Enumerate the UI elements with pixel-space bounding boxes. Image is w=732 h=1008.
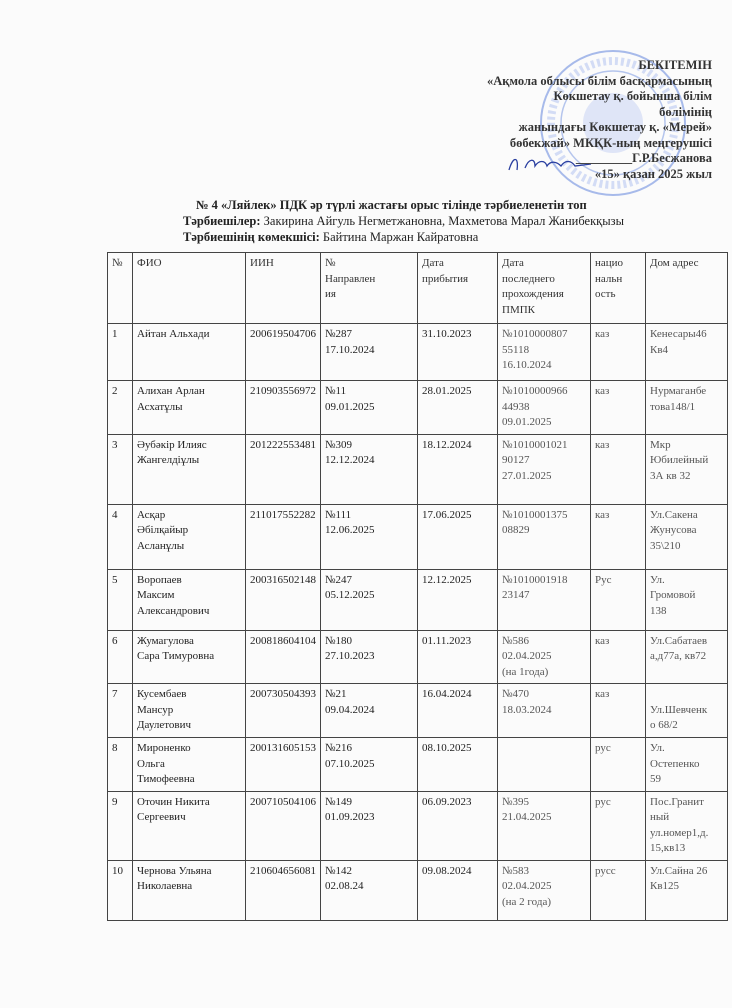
table-row [108, 630, 728, 684]
cell-fio: Мироненко Ольга Тимофеевна [133, 738, 246, 792]
assistant-name: Байтина Маржан Кайратовна [322, 230, 479, 244]
cell-arrival-date: 18.12.2024 [418, 434, 498, 504]
cell-iin: 200710504106 [246, 791, 321, 860]
cell-referral: №287 17.10.2024 [321, 324, 418, 381]
cell-iin: 200131605153 [246, 738, 321, 792]
cell-fio: Оточин Никита Сергеевич [133, 791, 246, 860]
cell-arrival-date: 06.09.2023 [418, 791, 498, 860]
cell-iin: 211017552282 [246, 504, 321, 569]
cell-number: 5 [108, 569, 133, 630]
cell-pmpk: №1010000966 44938 09.01.2025 [498, 381, 591, 435]
cell-referral: №11 09.01.2025 [321, 381, 418, 435]
approval-block [382, 58, 712, 182]
approval-line: жанындағы Көкшетау қ. «Мерей» [518, 120, 712, 134]
approval-signer: _________Г.Р.Бесжанова [575, 151, 712, 165]
cell-address: Мкр Юбилейный 3А кв 32 [646, 434, 728, 504]
teachers-line [183, 214, 624, 229]
cell-iin: 210604656081 [246, 860, 321, 920]
table-row [108, 434, 728, 504]
cell-arrival-date: 16.04.2024 [418, 684, 498, 738]
cell-fio: Чернова Ульяна Николаевна [133, 860, 246, 920]
table-row [108, 569, 728, 630]
table-row [108, 381, 728, 435]
assistant-line [183, 230, 478, 245]
cell-number: 8 [108, 738, 133, 792]
cell-pmpk: №1010001375 08829 [498, 504, 591, 569]
cell-number: 6 [108, 630, 133, 684]
cell-iin: 200619504706 [246, 324, 321, 381]
group-title: № 4 «Ляйлек» ПДК әр түрлі жастағы орыс тілінде тәрбиеленетін топ [196, 198, 587, 212]
cell-nationality: каз [591, 434, 646, 504]
table-row [108, 324, 728, 381]
cell-referral: №149 01.09.2023 [321, 791, 418, 860]
cell-pmpk [498, 738, 591, 792]
cell-nationality: каз [591, 630, 646, 684]
cell-iin: 210903556972 [246, 381, 321, 435]
cell-arrival-date: 12.12.2025 [418, 569, 498, 630]
cell-iin: 200818604104 [246, 630, 321, 684]
header-referral: № Направлен ия [321, 253, 418, 324]
cell-referral: №111 12.06.2025 [321, 504, 418, 569]
cell-number: 9 [108, 791, 133, 860]
cell-iin: 201222553481 [246, 434, 321, 504]
children-table [107, 252, 728, 921]
cell-arrival-date: 17.06.2025 [418, 504, 498, 569]
cell-arrival-date: 08.10.2025 [418, 738, 498, 792]
cell-referral: №142 02.08.24 [321, 860, 418, 920]
cell-nationality: рус [591, 791, 646, 860]
header-fio: ФИО [133, 253, 246, 324]
table-row [108, 504, 728, 569]
cell-iin: 200316502148 [246, 569, 321, 630]
cell-arrival-date: 09.08.2024 [418, 860, 498, 920]
cell-address: Ул. Громовой 138 [646, 569, 728, 630]
cell-nationality: рус [591, 738, 646, 792]
cell-pmpk: №395 21.04.2025 [498, 791, 591, 860]
table-row [108, 860, 728, 920]
cell-address: Нурмаганбе това148/1 [646, 381, 728, 435]
cell-fio: Кусембаев Мансур Даулетович [133, 684, 246, 738]
cell-address: Ул.Шевченк о 68/2 [646, 684, 728, 738]
cell-number: 7 [108, 684, 133, 738]
cell-address: Ул. Остепенко 59 [646, 738, 728, 792]
header-pmpk-date: Дата последнего прохождения ПМПК [498, 253, 591, 324]
cell-fio: Асқар Әбілқайыр Асланұлы [133, 504, 246, 569]
cell-referral: №21 09.04.2024 [321, 684, 418, 738]
cell-arrival-date: 31.10.2023 [418, 324, 498, 381]
cell-pmpk: №1010001021 90127 27.01.2025 [498, 434, 591, 504]
header-nationality: нацио нальн ость [591, 253, 646, 324]
cell-referral: №247 05.12.2025 [321, 569, 418, 630]
approval-line: бөбекжай» МКҚК-ның меңгерушісі [509, 135, 712, 150]
cell-pmpk: №470 18.03.2024 [498, 684, 591, 738]
cell-number: 3 [108, 434, 133, 504]
table-row [108, 684, 728, 738]
cell-referral: №216 07.10.2025 [321, 738, 418, 792]
cell-nationality: русс [591, 860, 646, 920]
header-number: № [108, 253, 133, 324]
cell-pmpk: №586 02.04.2025 (на 1года) [498, 630, 591, 684]
cell-referral: №309 12.12.2024 [321, 434, 418, 504]
cell-address: Пос.Гранит ный ул.номер1,д. 15,кв13 [646, 791, 728, 860]
header-arrival-date: Дата прибытия [418, 253, 498, 324]
cell-nationality: каз [591, 324, 646, 381]
cell-address: Ул.Сабатаев а,д77а, кв72 [646, 630, 728, 684]
cell-number: 1 [108, 324, 133, 381]
cell-referral: №180 27.10.2023 [321, 630, 418, 684]
cell-iin: 200730504393 [246, 684, 321, 738]
cell-number: 2 [108, 381, 133, 435]
cell-pmpk: №1010000807 55118 16.10.2024 [498, 324, 591, 381]
table-row [108, 738, 728, 792]
cell-pmpk: №583 02.04.2025 (на 2 года) [498, 860, 591, 920]
cell-pmpk: №1010001918 23147 [498, 569, 591, 630]
teachers-names: Закирина Айгуль Негметжановна, Махметова Марал Жанибекқызы [263, 214, 624, 228]
cell-nationality: каз [591, 381, 646, 435]
cell-nationality: Рус [591, 569, 646, 630]
cell-fio: Айтан Альхади [133, 324, 246, 381]
assistant-label: Тәрбиешінің көмекшісі: [183, 230, 320, 244]
approval-date: «15» қазан 2025 жыл [594, 166, 712, 181]
table-header-row [108, 253, 728, 324]
teachers-label: Тәрбиешілер: [183, 214, 261, 228]
header-address: Дом адрес [646, 253, 728, 324]
cell-nationality: каз [591, 684, 646, 738]
cell-arrival-date: 01.11.2023 [418, 630, 498, 684]
approval-heading: БЕКІТЕМІН [638, 58, 712, 72]
cell-fio: Воропаев Максим Александрович [133, 569, 246, 630]
cell-number: 4 [108, 504, 133, 569]
table-row [108, 791, 728, 860]
approval-line: Көкшетау қ. бойынша білім [553, 89, 712, 103]
cell-arrival-date: 28.01.2025 [418, 381, 498, 435]
cell-address: Кенесары46 Кв4 [646, 324, 728, 381]
cell-fio: Жумагулова Сара Тимуровна [133, 630, 246, 684]
cell-address: Ул.Сайна 26 Кв125 [646, 860, 728, 920]
cell-address: Ул.Сакена Жунусова 35\210 [646, 504, 728, 569]
approval-line: бөлімінің [659, 104, 712, 119]
header-iin: ИИН [246, 253, 321, 324]
approval-line: «Ақмола облысы білім басқармасының [487, 73, 712, 88]
cell-fio: Әубәкір Илияс Жангелдіұлы [133, 434, 246, 504]
cell-number: 10 [108, 860, 133, 920]
cell-fio: Алихан Арлан Асхатұлы [133, 381, 246, 435]
cell-nationality: каз [591, 504, 646, 569]
